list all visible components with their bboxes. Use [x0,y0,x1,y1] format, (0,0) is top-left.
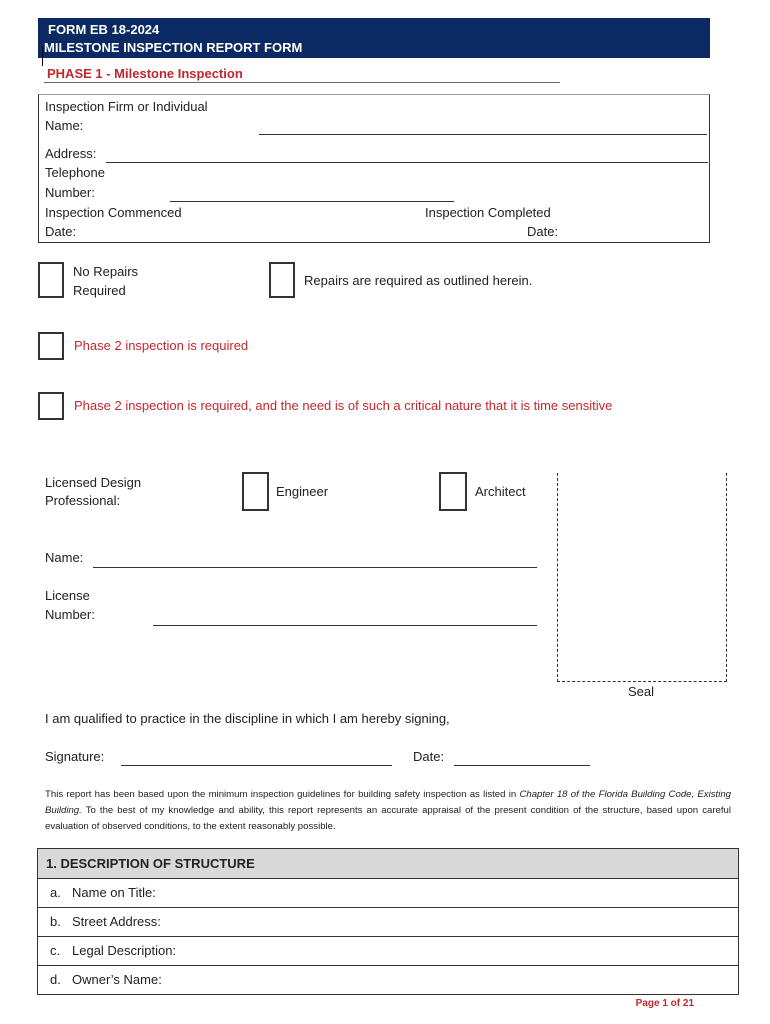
table-row[interactable] [38,908,738,937]
form-header [38,18,710,58]
firm-name-label-2: Name: [45,118,84,133]
inspection-info-box [38,94,710,243]
telephone-field[interactable] [170,201,454,202]
license-label-2: Number: [45,607,95,622]
name-label: Name: [45,550,84,565]
address-label: Address: [45,146,97,161]
firm-name-field[interactable] [259,134,707,135]
completed-date-label: Inspection Completed [425,205,551,220]
row-label: Legal Description: [72,943,177,958]
no-repairs-checkbox[interactable] [38,262,64,298]
signature-field[interactable] [121,765,392,766]
signature-label: Signature: [45,749,105,764]
telephone-label: Telephone [45,165,105,180]
phase2-required-label: Phase 2 inspection is required [74,338,249,353]
completed-date-label-2: Date: [527,224,559,239]
repairs-required-checkbox[interactable] [269,262,295,298]
row-letter: a. [50,885,61,900]
row-label: Owner’s Name: [72,972,162,987]
phase-title: PHASE 1 - Milestone Inspection [47,66,243,81]
commenced-date-label-2: Date: [45,224,77,239]
text-cursor [42,46,43,66]
repairs-required-label: Repairs are required as outlined herein. [304,273,533,288]
report-paragraph [45,787,731,835]
seal-box[interactable] [557,473,727,682]
description-title: 1. DESCRIPTION OF STRUCTURE [38,849,738,879]
form-title: MILESTONE INSPECTION REPORT FORM [44,40,303,55]
report-text-italic: Chapter 18 of the Florida Building Code, Existing Building. [45,789,731,816]
no-repairs-label-2: Required [73,283,126,298]
engineer-label: Engineer [276,484,329,499]
phase-underline [44,82,560,83]
table-row[interactable] [38,879,738,908]
row-label: Street Address: [72,914,161,929]
firm-name-label: Inspection Firm or Individual [45,99,208,114]
phase2-critical-checkbox[interactable] [38,392,64,420]
commenced-date-label: Inspection Commenced [45,205,182,220]
architect-label: Architect [475,484,526,499]
license-number-field[interactable] [153,625,537,626]
telephone-label-2: Number: [45,185,95,200]
report-text-1: This report has been based upon the minimum inspection guidelines for building safety inspection as listed in [45,789,520,800]
architect-checkbox[interactable] [439,472,467,511]
page-number: Page 1 of 21 [635,998,694,1009]
seal-label: Seal [628,684,655,699]
row-letter: b. [50,914,61,929]
row-letter: d. [50,972,61,987]
form-number: FORM EB 18-2024 [48,22,160,37]
no-repairs-label: No Repairs [73,264,139,279]
phase2-critical-label: Phase 2 inspection is required, and the need is of such a critical nature that it is time sensitive [74,398,613,413]
table-row[interactable] [38,966,738,994]
license-label: License [45,588,90,603]
date-field[interactable] [454,765,590,766]
qualified-statement: I am qualified to practice in the discipline in which I am hereby signing, [45,711,450,726]
name-field[interactable] [93,567,537,568]
report-text-2: To the best of my knowledge and ability, this report represents an accurate appraisal of the present condition of the structure, based upon careful evaluation of observed conditions, to the extent reasonably possible. [45,805,731,832]
table-row[interactable] [38,937,738,966]
description-table [37,848,739,995]
row-letter: c. [50,943,61,958]
engineer-checkbox[interactable] [242,472,269,511]
row-label: Name on Title: [72,885,156,900]
phase2-required-checkbox[interactable] [38,332,64,360]
date-label: Date: [413,749,445,764]
address-field[interactable] [106,162,708,163]
professional-label-2: Professional: [45,493,121,508]
professional-label: Licensed Design [45,475,142,490]
